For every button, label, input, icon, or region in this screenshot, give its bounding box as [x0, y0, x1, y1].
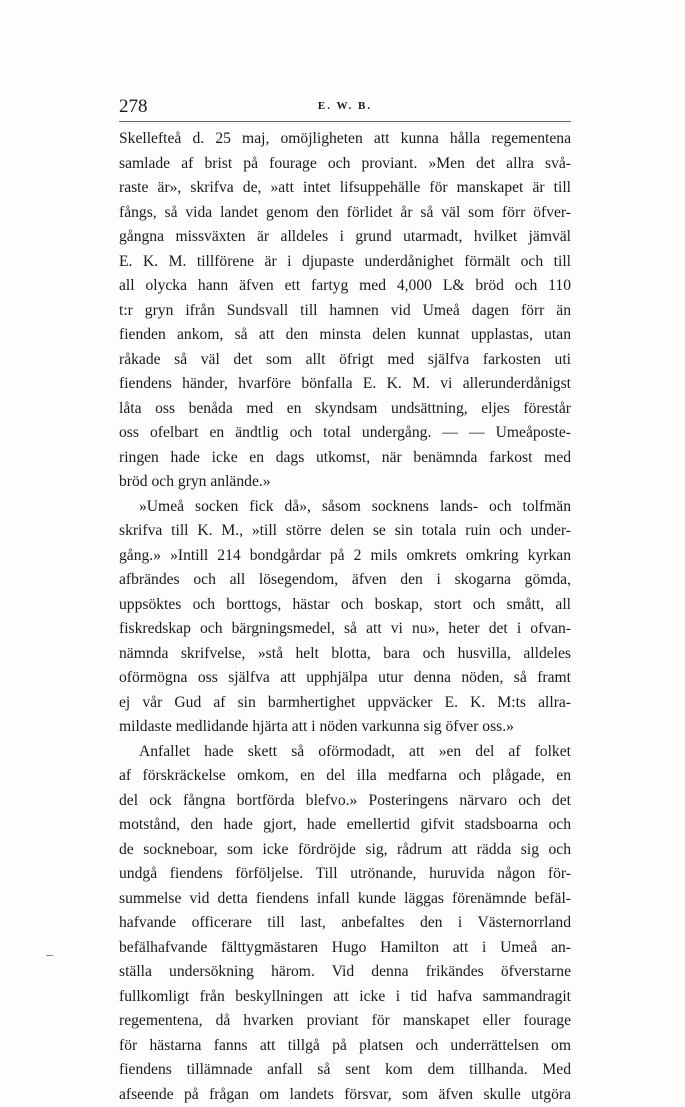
text-line: Skellefteå d. 25 maj, omöjligheten att kunna hålla regementena — [119, 127, 571, 152]
text-line: raste är», skrifva de, »att intet lifsuppehälle för manskapet är till — [119, 176, 571, 201]
text-line: »Umeå socken fick då», såsom socknens lands- och tolfmän — [119, 495, 571, 520]
text-line: fullkomligt från beskyllningen att icke i tid hafva sammandragit — [119, 985, 571, 1010]
text-line: undgå fiendens förföljelse. Till utrönande, huruvida någon för- — [119, 862, 571, 887]
text-line: hafvande officerare till last, anbefaltes den i Västernorrland — [119, 911, 571, 936]
text-line: befälhafvande fälttygmästaren Hugo Hamilton att i Umeå an- — [119, 936, 571, 961]
text-line: gång.» »Intill 214 bondgårdar på 2 mils omkrets omkring kyrkan — [119, 544, 571, 569]
text-line: afseende på frågan om landets försvar, som äfven skulle utgöra — [119, 1083, 571, 1107]
margin-mark — [46, 955, 53, 956]
body-text — [119, 127, 571, 1107]
text-line: ställa undersökning härom. Vid denna frikändes öfverstarne — [119, 960, 571, 985]
text-line: regementena, då hvarken proviant för manskapet eller fourage — [119, 1009, 571, 1034]
text-line: E. K. M. tillförene är i djupaste underdånighet förmält och till — [119, 250, 571, 275]
text-line: afbrändes och all lösegendom, äfven den i skogarna gömda, — [119, 568, 571, 593]
text-line: fiendens händer, hvarföre bönfalla E. K. M. vi allerunderdånigst — [119, 372, 571, 397]
text-line: Anfallet hade skett så oförmodadt, att »en del af folket — [119, 740, 571, 765]
text-line: gångna missväxten är alldeles i grund utarmadt, hvilket jämväl — [119, 225, 571, 250]
text-line: fienden ankom, så att den minsta delen kunnat upplastas, utan — [119, 323, 571, 348]
text-line: bröd och gryn anlände.» — [119, 470, 571, 495]
text-line: uppsöktes och borttogs, hästar och boskap, stort och smått, all — [119, 593, 571, 618]
text-line: ej vår Gud af sin barmhertighet uppväcker E. K. M:ts allra- — [119, 691, 571, 716]
text-line: de sockneboar, som icke fördröjde sig, rådrum att rädda sig och — [119, 838, 571, 863]
text-line: oförmögna oss själfva att upphjälpa utur denna nöden, så framt — [119, 666, 571, 691]
text-line: t:r gryn ifrån Sundsvall till hamnen vid Umeå dagen förr än — [119, 299, 571, 324]
text-line: del ock fångna bortförda blefvo.» Posteringens närvaro och det — [119, 789, 571, 814]
text-line: oss ofelbart en ändtlig och total undergång. — — Umeåposte- — [119, 421, 571, 446]
text-line: låta oss benåda med en skyndsam undsättning, eljes förestår — [119, 397, 571, 422]
text-line: fiendens tillämnade anfall så sent kom dem tillhanda. Med — [119, 1058, 571, 1083]
text-line: fiskredskap och bärgningsmedel, så att vi nu», heter det i ofvan- — [119, 617, 571, 642]
text-line: ringen hade icke en dags utkomst, när benämnda farkost med — [119, 446, 571, 471]
text-line: mildaste medlidande hjärta att i nöden varkunna sig öfver oss.» — [119, 715, 571, 740]
text-line: all olycka hann äfven ett fartyg med 4,000 L& bröd och 110 — [119, 274, 571, 299]
header-rule — [119, 121, 571, 122]
text-line: motstånd, den hade gjort, hade emellertid gifvit stadsboarna och — [119, 813, 571, 838]
text-line: råkade så väl det som allt öfrigt med själfva farkosten uti — [119, 348, 571, 373]
page-number: 278 — [119, 96, 148, 118]
text-line: af förskräckelse omkom, en del illa medfarna och plågade, en — [119, 764, 571, 789]
text-line: summelse vid detta fiendens infall kunde läggas förenämnde befäl- — [119, 887, 571, 912]
text-line: samlade af brist på fourage och proviant. »Men det allra svå- — [119, 152, 571, 177]
running-head: E. W. B. — [119, 100, 571, 112]
text-line: fångs, så vida landet genom den förlidet år så väl som förr öfver- — [119, 201, 571, 226]
text-line: för hästarna fanns att tillgå på platsen och underrättelsen om — [119, 1034, 571, 1059]
text-line: nämnda skrifvelse, »stå helt blotta, bara och husvilla, alldeles — [119, 642, 571, 667]
page-header — [119, 96, 571, 122]
text-line: skrifva till K. M., »till större delen se sin totala ruin och under- — [119, 519, 571, 544]
